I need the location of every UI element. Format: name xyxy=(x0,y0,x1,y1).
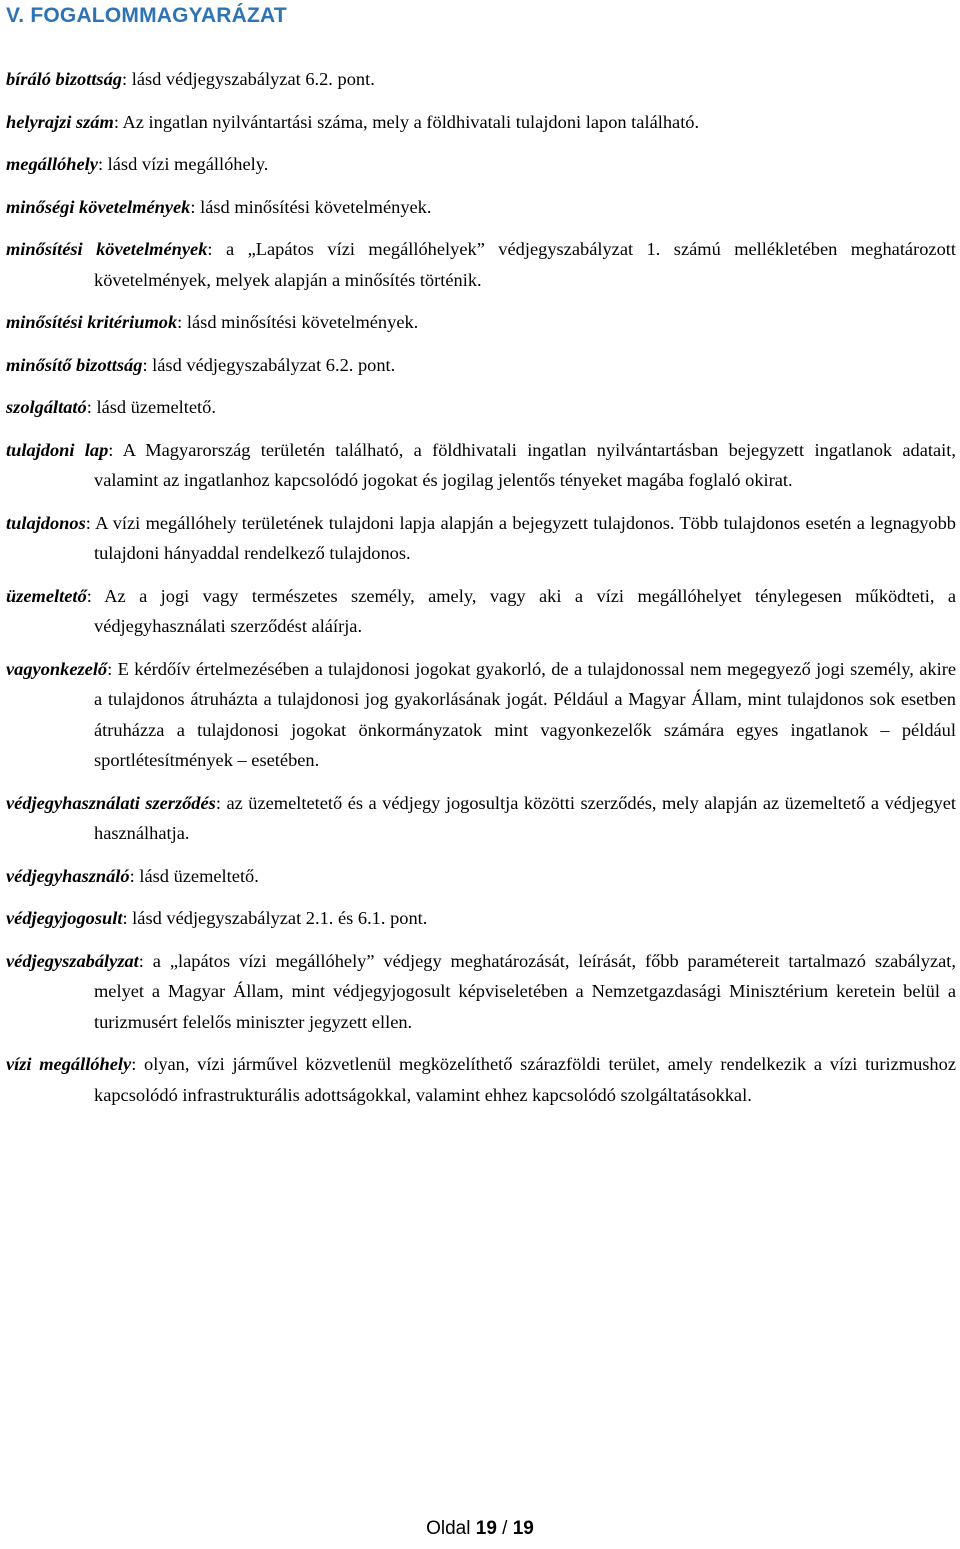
glossary-entry xyxy=(6,861,956,892)
glossary-entry xyxy=(6,149,956,180)
glossary-term: szolgáltató xyxy=(6,397,87,417)
term-separator: : xyxy=(215,792,221,813)
term-separator: : xyxy=(85,512,91,533)
term-separator: : xyxy=(107,658,113,679)
glossary-term: minősítési követelmények xyxy=(6,239,208,259)
term-separator: : xyxy=(97,154,104,174)
glossary-entry xyxy=(6,307,956,338)
glossary-definition: lásd minősítési követelmények. xyxy=(182,312,419,332)
glossary-term: helyrajzi szám xyxy=(6,111,114,132)
term-separator: : xyxy=(207,239,213,259)
page-title: V. FOGALOMMAGYARÁZAT xyxy=(6,4,287,27)
total-page-count: 19 xyxy=(512,1518,534,1539)
glossary-definition: az üzemeltetető és a védjegy jogosultja közötti szerződés, mely alapján az üzemeltető a védjegyet használhatja. xyxy=(94,792,956,843)
glossary-term: védjegyhasználó xyxy=(6,865,130,886)
term-separator: : xyxy=(86,397,92,417)
glossary-definition: a „lapátos vízi megállóhely” védjegy meghatározását, leírását, főbb paramétereit tartalmazó szabályzat, melyet a Magyar Állam, mint védjegyjogosult képviseletében a Nemzetgazdasági Minisztérium keretein belül a turizmusért felelős miniszter jegyzett ellen. xyxy=(94,950,956,1032)
glossary-definition: lásd vízi megállóhely. xyxy=(103,154,269,174)
glossary-entry xyxy=(6,64,956,95)
term-separator: : xyxy=(113,111,119,132)
glossary-term: tulajdonos xyxy=(6,512,86,533)
glossary-definition: E kérdőív értelmezésében a tulajdonosi jogokat gyakorló, de a tulajdonossal nem megegyező jogi személy, akire a tulajdonos átruházta a tulajdonosi jog gyakorlásának jogát. Például a Magyar Állam, mint tulajdonos sok esetben átruházza a tulajdonosi jogokat önkormányzatok mint vagyonkezelők számára egyes ingatlanok – például sportlétesítmények – esetében. xyxy=(94,658,956,770)
glossary-definition: lásd üzemeltető. xyxy=(134,865,259,886)
glossary-term: bíráló bizottság xyxy=(6,69,122,89)
glossary-term: minőségi követelmények xyxy=(6,196,191,217)
glossary-definition: Az ingatlan nyilvántartási száma, mely a földhivatali tulajdoni lapon található. xyxy=(118,111,700,132)
term-separator: : xyxy=(142,354,148,375)
term-separator: : xyxy=(177,312,183,332)
glossary-entry xyxy=(6,435,956,496)
term-separator: : xyxy=(138,950,144,971)
glossary-term: vízi megállóhely xyxy=(6,1054,132,1074)
glossary-definition: lásd üzemeltető. xyxy=(91,397,216,417)
page-divider: / xyxy=(502,1518,508,1539)
glossary-entry xyxy=(6,903,956,934)
glossary-list xyxy=(6,64,956,1122)
term-separator: : xyxy=(108,439,114,460)
glossary-term: vagyonkezelő xyxy=(6,658,108,679)
glossary-entry xyxy=(6,192,956,223)
glossary-definition: Az a jogi vagy természetes személy, amely, vagy aki a vízi megállóhelyet ténylegesen működteti, a védjegyhasználati szerződést aláírja. xyxy=(91,585,956,636)
term-separator: : xyxy=(121,69,128,89)
glossary-entry xyxy=(6,508,956,569)
glossary-term: megállóhely xyxy=(6,154,98,174)
term-separator: : xyxy=(190,196,196,217)
glossary-entry xyxy=(6,107,956,138)
glossary-entry xyxy=(6,1049,956,1110)
glossary-term: minősítési kritériumok xyxy=(6,312,178,332)
glossary-entry xyxy=(6,581,956,642)
glossary-entry xyxy=(6,234,956,295)
glossary-entry xyxy=(6,392,956,423)
glossary-definition: lásd védjegyszabályzat 6.2. pont. xyxy=(127,69,375,89)
glossary-term: védjegyszabályzat xyxy=(6,950,139,971)
term-separator: : xyxy=(122,908,128,928)
glossary-term: tulajdoni lap xyxy=(6,439,109,460)
glossary-term: üzemeltető xyxy=(6,585,87,606)
glossary-term: minősítő bizottság xyxy=(6,354,143,375)
term-separator: : xyxy=(131,1054,137,1074)
current-page-number: 19 xyxy=(475,1518,497,1539)
page-footer xyxy=(0,1518,960,1540)
glossary-entry xyxy=(6,946,956,1038)
page-label: Oldal xyxy=(426,1518,471,1539)
glossary-definition: a „Lapátos vízi megállóhelyek” védjegyszabályzat 1. számú mellékletében meghatározott követelmények, melyek alapján a minősítés történik. xyxy=(94,239,956,290)
glossary-definition: A Magyarország területén található, a földhivatali ingatlan nyilvántartásban bejegyzett ingatlanok adatait, valamint az ingatlanhoz kapcsolódó jogokat és jogilag jelentős tényeket magába foglaló okirat. xyxy=(94,439,957,490)
glossary-entry xyxy=(6,350,956,381)
glossary-definition: lásd védjegyszabályzat 2.1. és 6.1. pont. xyxy=(127,908,428,928)
glossary-term: védjegyjogosult xyxy=(6,908,123,928)
glossary-entry xyxy=(6,788,956,849)
term-separator: : xyxy=(86,585,92,606)
glossary-term: védjegyhasználati szerződés xyxy=(6,792,216,813)
glossary-definition: olyan, vízi járművel közvetlenül megközelíthető szárazföldi terület, amely rendelkezik a vízi turizmushoz kapcsolódó infrastrukturális adottságokkal, valamint ehhez kapcsolódó szolgáltatásokkal. xyxy=(94,1054,956,1105)
glossary-definition: A vízi megállóhely területének tulajdoni lapja alapján a bejegyzett tulajdonos. Több tulajdonos esetén a legnagyobb tulajdoni hányaddal rendelkező tulajdonos. xyxy=(90,512,956,563)
glossary-definition: lásd minősítési követelmények. xyxy=(195,196,432,217)
term-separator: : xyxy=(129,865,135,886)
glossary-entry xyxy=(6,654,956,776)
glossary-definition: lásd védjegyszabályzat 6.2. pont. xyxy=(147,354,396,375)
